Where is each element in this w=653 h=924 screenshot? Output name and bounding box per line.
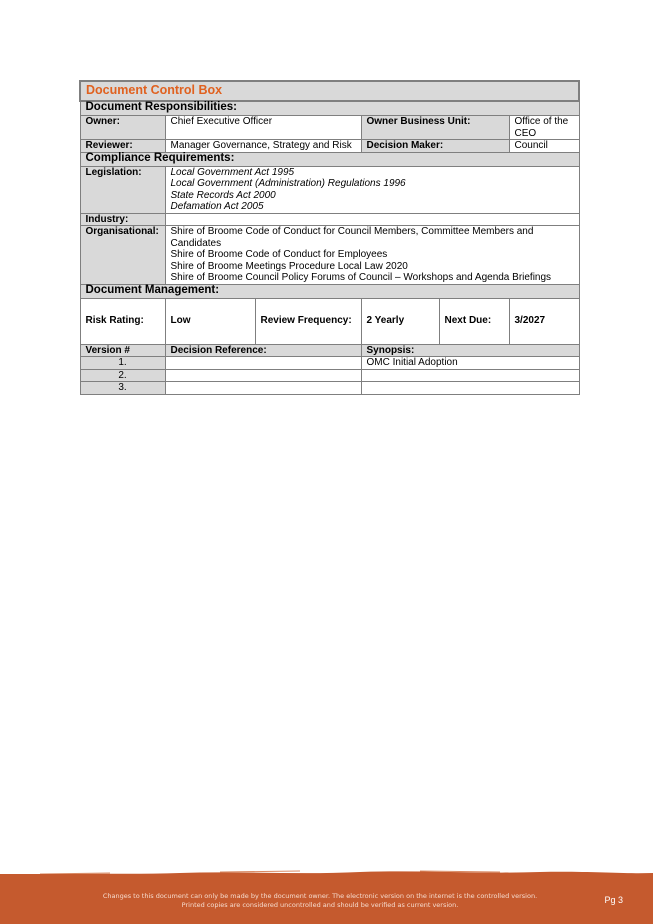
footer-disclaimer	[0, 892, 640, 910]
footer-line-2: Printed copies are considered uncontrolled and should be verified as current version.	[181, 901, 459, 909]
management-heading: Document Management:	[80, 284, 579, 298]
next-due-value: 3/2027	[509, 298, 579, 344]
version-row	[80, 369, 579, 382]
reviewer-value: Manager Governance, Strategy and Risk	[165, 140, 361, 153]
version-decision	[165, 369, 361, 382]
version-synopsis	[361, 369, 579, 382]
legislation-item: Local Government Act 1995	[170, 166, 295, 178]
organisational-item: Shire of Broome Meetings Procedure Local Law 2020	[170, 260, 408, 272]
version-number: 2.	[80, 369, 165, 382]
version-row	[80, 382, 579, 395]
legislation-item: Defamation Act 2005	[170, 201, 264, 212]
organisational-item: Shire of Broome Code of Conduct for Employees	[170, 249, 388, 260]
version-decision	[165, 382, 361, 395]
decision-maker-label: Decision Maker:	[361, 140, 509, 153]
review-frequency-label: Review Frequency:	[255, 298, 361, 344]
risk-rating-label: Risk Rating:	[80, 298, 165, 344]
version-header: Version #	[80, 344, 165, 357]
legislation-label: Legislation:	[80, 166, 165, 213]
organisational-item: Shire of Broome Code of Conduct for Council Members, Committee Members and Candidates	[170, 226, 534, 249]
legislation-item: Local Government (Administration) Regulations 1996	[170, 178, 406, 189]
owner-business-unit-value: Office of the CEO	[509, 116, 579, 140]
synopsis-header: Synopsis:	[361, 344, 579, 357]
decision-maker-value: Council	[509, 140, 579, 153]
version-row	[80, 357, 579, 370]
organisational-item: Shire of Broome Council Policy Forums of Council – Workshops and Agenda Briefings	[170, 272, 552, 283]
legislation-item: State Records Act 2000	[170, 189, 276, 201]
industry-value	[165, 213, 579, 226]
owner-value: Chief Executive Officer	[165, 116, 361, 140]
legislation-list	[165, 166, 579, 213]
decision-reference-header: Decision Reference:	[165, 344, 361, 357]
organisational-label: Organisational:	[80, 226, 165, 285]
document-title: Document Control Box	[80, 81, 579, 101]
organisational-list	[165, 226, 579, 285]
version-number: 1.	[80, 357, 165, 370]
page-number: Pg 3	[604, 895, 623, 905]
owner-label: Owner:	[80, 116, 165, 140]
reviewer-label: Reviewer:	[80, 140, 165, 153]
footer-line-1: Changes to this document can only be made by the document owner. The electronic version on the internet is the controlled version.	[102, 892, 538, 900]
risk-rating-value: Low	[165, 298, 255, 344]
version-decision	[165, 357, 361, 370]
review-frequency-value: 2 Yearly	[361, 298, 439, 344]
industry-label: Industry:	[80, 213, 165, 226]
version-number: 3.	[80, 382, 165, 395]
responsibilities-heading: Document Responsibilities:	[80, 101, 579, 116]
next-due-label: Next Due:	[439, 298, 509, 344]
owner-business-unit-label: Owner Business Unit:	[361, 116, 509, 140]
version-synopsis	[361, 382, 579, 395]
compliance-heading: Compliance Requirements:	[80, 152, 579, 166]
version-synopsis: OMC Initial Adoption	[361, 357, 579, 370]
document-control-box	[79, 80, 580, 395]
